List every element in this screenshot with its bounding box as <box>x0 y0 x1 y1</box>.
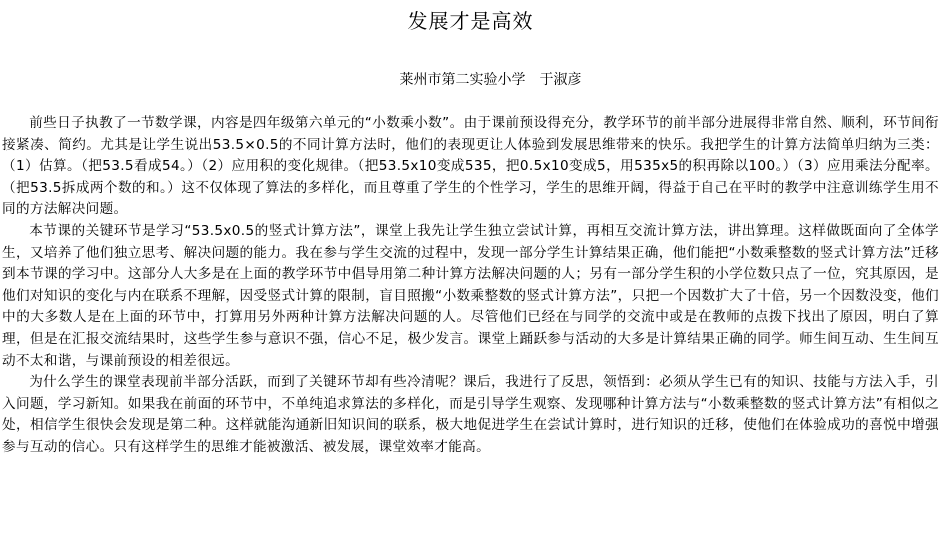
paragraph: 前些日子执教了一节数学课，内容是四年级第六单元的“小数乘小数”。由于课前预设得充分，教学环节的前半部分进展得非常自然、顺利，环节间衔接紧凑、简约。尤其是让学生说出53.5×0.5的不同计算方法时，他们的表现更让人体验到发展思维带来的快乐。我把学生的计算方法简单归纳为三类：（1）估算。（把53.5看成54。）（2）应用积的变化规律。（把53.5x10变成535，把0.5x10变成5，用535x5的积再除以100。）（3）应用乘法分配率。（把53.5拆成两个数的和。）这不仅体现了算法的多样化，而且尊重了学生的个性学习，学生的思维开阔，得益于自己在平时的教学中注意训练学生用不同的方法解决问题。 <box>2 115 939 218</box>
paragraph: 为什么学生的课堂表现前半部分活跃，而到了关键环节却有些冷清呢？课后，我进行了反思，领悟到：必须从学生已有的知识、技能与方法入手，引入问题，学习新知。如果我在前面的环节中，不单纯追求算法的多样化，而是引导学生观察、发现哪种计算方法与“小数乘整数的竖式计算方法”有相似之处，相信学生很快会发现是第二种。这样就能沟通新旧知识间的联系，极大地促进学生在尝试计算时，进行知识的迁移，使他们在体验成功的喜悦中增强参与互动的信心。只有这样学生的思维才能被激活、被发展，课堂效率才能高。 <box>2 374 939 455</box>
document-title: 发展才是高效 <box>407 9 534 33</box>
paragraph: 本节课的关键环节是学习“53.5x0.5的竖式计算方法”，课堂上我先让学生独立尝试计算，再相互交流计算方法，讲出算理。这样做既面向了全体学生，又培养了他们独立思考、解决问题的能力。我在参与学生交流的过程中，发现一部分学生计算结果正确，他们能把“小数乘整数的竖式计算方法”迁移到本节课的学习中。这部分人大多是在上面的教学环节中倡导用第二种计算方法解决问题的人；另有一部分学生积的小学位数只点了一位，究其原因，是他们对知识的变化与内在联系不理解，因受竖式计算的限制，盲目照搬“小数乘整数的竖式计算方法”，只把一个因数扩大了十倍，另一个因数没变，他们中的大多数人是在上面的环节中，打算用另外两种计算方法解决问题的人。尽管他们已经在与同学的交流中或是在教师的点拨下找出了原因，明白了算理，但是在汇报交流结果时，这些学生参与意识不强，信心不足，极少发言。课堂上踊跃参与活动的大多是计算结果正确的同学。师生间互动、生生间互动不太和谐，与课前预设的相差很远。 <box>2 222 939 369</box>
document-body <box>2 113 939 459</box>
document-author: 莱州市第二实验小学 于淑彦 <box>399 72 582 88</box>
